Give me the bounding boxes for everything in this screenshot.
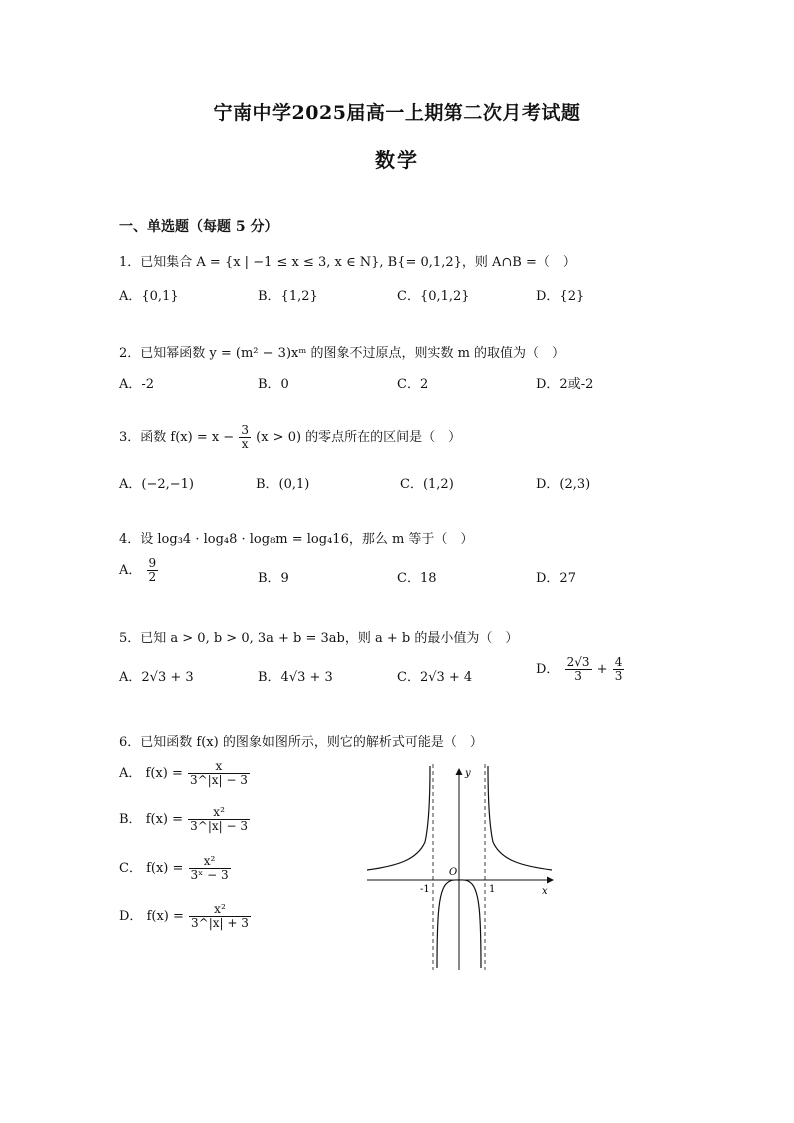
q3-fraction-den: x — [241, 437, 249, 452]
q4-option-a-den: 2 — [148, 570, 157, 585]
subject-title: 数学 — [375, 148, 419, 172]
origin-label: O — [449, 867, 458, 878]
q3-prefix: 3．函数 f(x) = x − — [119, 430, 235, 446]
q5-option-a: A．2√3 + 3 — [119, 670, 194, 685]
page-title: 宁南中学2025届高一上期第二次月考试题 — [213, 102, 581, 124]
q3-fraction-num: 3 — [241, 423, 249, 437]
q2-option-a: A．-2 — [119, 377, 155, 392]
q5-option-d-den-1: 3 — [574, 669, 582, 684]
q6-option-a — [119, 760, 251, 787]
curve-right-branch — [488, 766, 552, 870]
tick-label-1: 1 — [489, 884, 496, 895]
q6-option-a-fraction — [188, 760, 250, 787]
q6-option-b-label: B． — [119, 812, 142, 828]
q5-option-d-plus: + — [596, 662, 608, 678]
q6-option-b — [119, 806, 251, 833]
q4-option-a-fraction — [147, 557, 159, 584]
q4-option-c: C．18 — [397, 571, 437, 586]
q6-option-b-fraction — [188, 806, 250, 833]
q5-option-d — [536, 656, 625, 683]
section-header: 一、单选题（每题 5 分） — [119, 219, 279, 235]
question-6: 6．已知函数 f(x) 的图象如图所示，则它的解析式可能是（ ） — [119, 735, 483, 750]
q6-option-b-den: 3^|x| − 3 — [190, 819, 249, 834]
q3-option-c: C．(1,2) — [400, 477, 454, 492]
q6-option-a-lhs: f(x) = — [145, 766, 183, 782]
q6-option-c — [119, 855, 232, 882]
q6-option-d-den: 3^|x| + 3 — [191, 916, 249, 931]
curve-left-branch — [367, 766, 430, 870]
q3-suffix: (x > 0) 的零点所在的区间是（ ） — [256, 430, 462, 446]
q5-option-b: B．4√3 + 3 — [258, 670, 333, 685]
tick-label-neg1: -1 — [420, 884, 430, 895]
q6-option-c-lhs: f(x) = — [146, 861, 184, 877]
q1-option-a: A．{0,1} — [119, 289, 179, 304]
q2-option-b: B．0 — [258, 377, 289, 392]
q5-option-c: C．2√3 + 4 — [397, 670, 473, 685]
q5-option-d-fraction-2 — [613, 656, 625, 683]
q5-option-d-fraction-1 — [565, 656, 592, 683]
function-graph — [362, 762, 558, 972]
question-4: 4．设 log₃4 · log₄8 · log₈m = log₄16，那么 m 等于（ ） — [119, 532, 474, 547]
q2-option-d: D．2或-2 — [536, 377, 594, 392]
q6-option-c-fraction — [189, 855, 231, 882]
q5-option-d-num-2: 4 — [614, 655, 623, 669]
q1-option-c: C．{0,1,2} — [397, 289, 470, 304]
q4-option-a — [119, 557, 159, 584]
q6-option-c-num: x² — [189, 855, 231, 869]
q6-option-c-label: C． — [119, 861, 142, 877]
question-5: 5．已知 a > 0, b > 0, 3a + b = 3ab，则 a + b 的最小值为（ ） — [119, 631, 519, 646]
q4-option-a-label: A． — [119, 563, 142, 579]
q1-option-b: B．{1,2} — [258, 289, 318, 304]
q6-option-a-label: A． — [119, 766, 142, 782]
q6-option-a-num: x — [188, 760, 250, 774]
x-axis-label: x — [542, 886, 548, 897]
q4-option-b: B．9 — [258, 571, 289, 586]
q6-option-d-fraction — [189, 903, 251, 930]
question-1: 1．已知集合 A = {x | −1 ≤ x ≤ 3, x ∈ N}, B{= 0,1,2}，则 A∩B =（ ） — [119, 255, 576, 270]
y-axis-label: y — [465, 768, 471, 779]
q4-option-d: D．27 — [536, 571, 576, 586]
q6-option-b-num: x² — [188, 806, 250, 820]
q5-option-d-den-2: 3 — [614, 669, 623, 684]
q4-option-a-num: 9 — [148, 556, 157, 570]
q6-option-d — [119, 903, 252, 930]
q5-option-d-num-1: 2√3 — [566, 655, 590, 669]
q6-option-d-lhs: f(x) = — [146, 909, 184, 925]
q3-option-b: B．(0,1) — [256, 477, 310, 492]
q5-option-d-label: D． — [536, 662, 560, 678]
question-2: 2．已知幂函数 y = (m² − 3)xᵐ 的图象不过原点，则实数 m 的取值为（ ） — [119, 346, 566, 361]
question-3 — [119, 424, 461, 451]
q2-option-c: C．2 — [397, 377, 429, 392]
q6-option-c-den: 3ˣ − 3 — [190, 868, 229, 883]
q6-option-b-lhs: f(x) = — [145, 812, 184, 828]
q3-fraction — [239, 424, 251, 451]
q6-option-d-label: D． — [119, 909, 143, 925]
q6-option-d-num: x² — [189, 903, 251, 917]
q3-option-d: D．(2,3) — [536, 477, 591, 492]
q3-option-a: A．(−2,−1) — [119, 477, 194, 492]
q6-option-a-den: 3^|x| − 3 — [189, 773, 248, 788]
q1-option-d: D．{2} — [536, 289, 585, 304]
